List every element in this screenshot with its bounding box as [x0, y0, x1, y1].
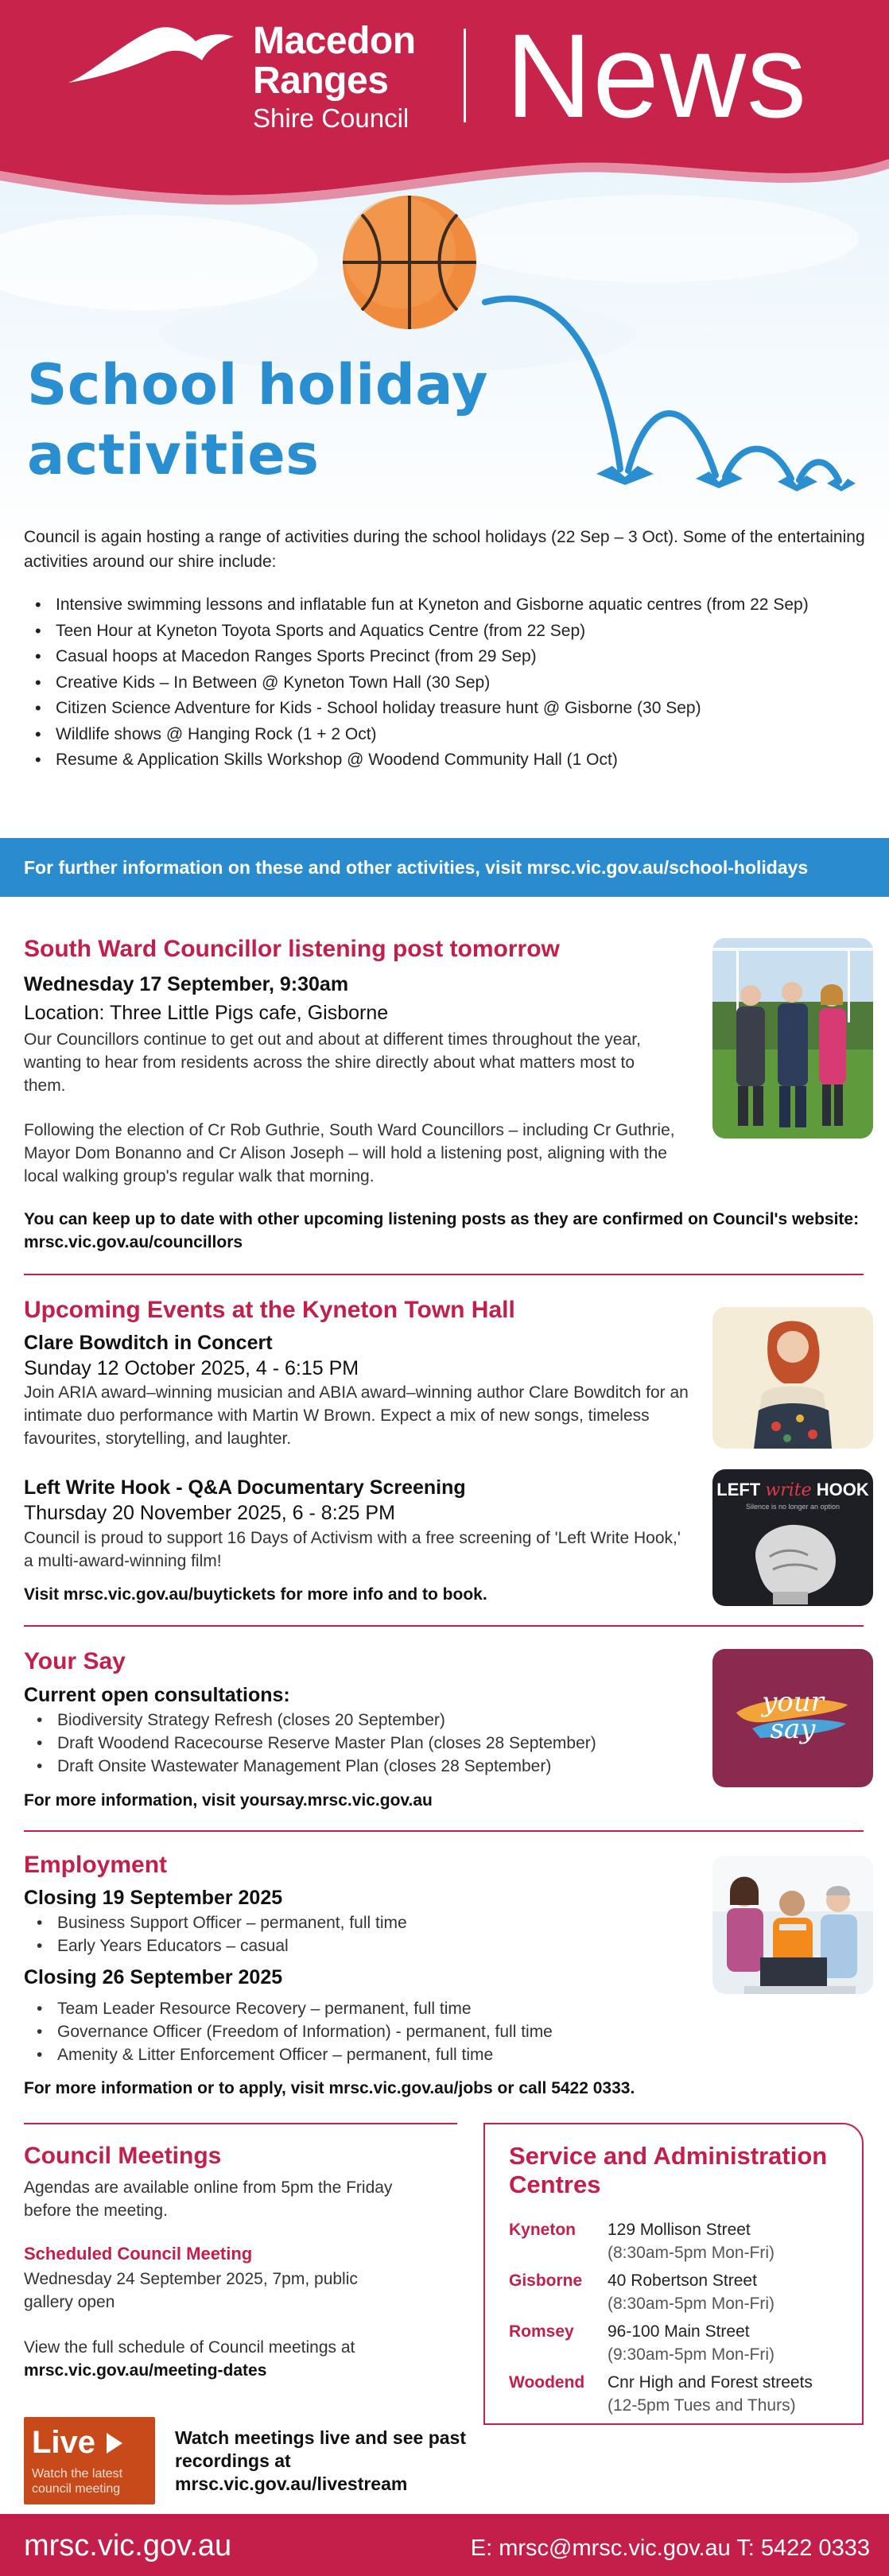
live-label: Live: [32, 2425, 96, 2460]
left-write-hook-poster: [712, 1469, 873, 1606]
list-item: • Creative Kids – In Between @ Kyneton Town Hall (30 Sep): [24, 670, 819, 696]
listening-post-para2: Following the election of Cr Rob Guthrie, South Ward Councillors – including Cr Guthrie, Mayor Dom Bonanno and Cr Alison Joseph – will hold a listening post, aligning with the local walking group's regular walk that morning.: [24, 1121, 675, 1185]
scheduled-meeting-detail: Wednesday 24 September 2025, 7pm, public gallery open: [24, 2270, 358, 2311]
list-item: • Draft Onsite Wastewater Management Plan (closes 28 September): [24, 1755, 708, 1778]
events-booking-cta: Visit mrsc.vic.gov.au/buytickets for more info and to book.: [24, 1585, 487, 1604]
hero-title: [27, 350, 488, 490]
meetings-divider: [24, 2123, 457, 2124]
live-subtext: Watch the latest council meeting: [32, 2467, 123, 2496]
centre-name: Romsey: [509, 2322, 574, 2341]
list-item: • Early Years Educators – casual: [24, 1934, 708, 1957]
news-heading: News: [506, 9, 808, 142]
meeting-dates-link[interactable]: mrsc.vic.gov.au/meeting-dates: [24, 2361, 267, 2380]
schedule-text: View the full schedule of Council meetings at: [24, 2338, 355, 2357]
listening-post-cta: You can keep up to date with other upcoming listening posts as they are confirmed on Council's website: mrsc.vic.gov.au/councillors: [24, 1210, 860, 1251]
centre-address: 40 Robertson Street: [608, 2271, 757, 2290]
poster-word-left: LEFT: [716, 1480, 761, 1499]
holiday-activity-list: [24, 592, 819, 774]
footer-contact: E: mrsc@mrsc.vic.gov.au T: 5422 0333: [470, 2535, 870, 2561]
listening-post-location: Location: Three Little Pigs cafe, Gisborne: [24, 1002, 389, 1024]
closing-date-1: Closing 19 September 2025: [24, 1887, 283, 1909]
centre-hours: (8:30am-5pm Mon-Fri): [608, 2244, 775, 2262]
event1-description: Join ARIA award–winning musician and ABIA award–winning author Clare Bowditch for an intimate duo performance with Martin W Brown. Expect a mix of new songs, timeless favourites, storytelling, and laughter.: [24, 1383, 689, 1448]
centre-address: 96-100 Main Street: [608, 2322, 750, 2341]
office-workers-photo: [712, 1856, 873, 1994]
consultations-subtitle: Current open consultations:: [24, 1684, 290, 1706]
centre-hours: (12-5pm Tues and Thurs): [608, 2396, 796, 2415]
council-logo-icon: [68, 25, 235, 85]
holidays-intro: Council is again hosting a range of activities during the school holidays (22 Sep – 3 Oct). Some of the entertaining activities around our shire include:: [24, 528, 865, 571]
list-item: • Casual hoops at Macedon Ranges Sports Precinct (from 29 Sep): [24, 644, 819, 670]
logo-line-ranges: Ranges: [253, 60, 389, 102]
logo-divider: [464, 29, 466, 122]
your-say-cta: For more information, visit yoursay.mrsc.vic.gov.au: [24, 1791, 433, 1810]
centre-name: Gisborne: [509, 2271, 583, 2290]
logo-line-macedon: Macedon: [253, 20, 416, 62]
list-item: • Team Leader Resource Recovery – permanent, full time: [24, 1997, 708, 2020]
your-say-logo: [712, 1649, 873, 1787]
your-say-logo-line2: say: [770, 1713, 816, 1745]
jobs-list-2: [24, 1997, 708, 2066]
list-item: • Biodiversity Strategy Refresh (closes 20 September): [24, 1709, 708, 1732]
council-logo-text: [253, 22, 416, 131]
footer-website-link[interactable]: mrsc.vic.gov.au: [24, 2529, 232, 2562]
hero-title-line1: School holiday: [27, 352, 489, 417]
centre-name: Kyneton: [509, 2221, 576, 2239]
list-item: • Teen Hour at Kyneton Toyota Sports and Aquatics Centre (from 22 Sep): [24, 619, 819, 645]
poster-word-write: write: [765, 1480, 812, 1500]
list-item: • Intensive swimming lessons and inflatable fun at Kyneton and Gisborne aquatic centres (from 22 Sep): [24, 592, 819, 619]
centre-hours: (8:30am-5pm Mon-Fri): [608, 2295, 775, 2313]
council-meetings-title: Council Meetings: [24, 2143, 222, 2169]
listening-post-title: South Ward Councillor listening post tomorrow: [24, 936, 560, 962]
poster-word-hook: HOOK: [816, 1480, 869, 1499]
listening-post-date: Wednesday 17 September, 9:30am: [24, 973, 349, 995]
employment-cta: For more information or to apply, visit mrsc.vic.gov.au/jobs or call 5422 0333.: [24, 2079, 635, 2097]
centre-address: Cnr High and Forest streets: [608, 2373, 813, 2392]
centre-hours: (9:30am-5pm Mon-Fri): [608, 2345, 775, 2364]
jobs-list-1: [24, 1911, 708, 1957]
footer-bar: [0, 2514, 889, 2576]
bounce-trail-icon: [477, 286, 859, 501]
councillors-photo: [712, 938, 873, 1139]
list-item: • Resume & Application Skills Workshop @ Woodend Community Hall (1 Oct): [24, 747, 819, 774]
event2-description: Council is proud to support 16 Days of Activism with a free screening of 'Left Write Hook,' a multi-award-winning film!: [24, 1529, 681, 1570]
section-divider: [24, 1274, 864, 1275]
hero-title-line2: activities: [27, 422, 320, 487]
clare-bowditch-photo: [712, 1307, 873, 1449]
closing-date-2: Closing 26 September 2025: [24, 1966, 283, 1988]
listening-post-para1: Our Councillors continue to get out and about at different times throughout the year, wanting to hear from residents across the shire directly about what matters most to them.: [24, 1030, 641, 1095]
section-divider: [24, 1830, 864, 1832]
list-item: • Business Support Officer – permanent, full time: [24, 1911, 708, 1934]
boxing-glove-icon: [741, 1517, 844, 1604]
service-centres-title: Service and Administration Centres: [509, 2142, 828, 2198]
poster-title: [712, 1480, 873, 1500]
masthead: [0, 0, 889, 557]
poster-tagline: Silence is no longer an option: [745, 1503, 840, 1511]
list-item: • Draft Woodend Racecourse Reserve Master Plan (closes 28 September): [24, 1732, 708, 1755]
list-item: • Amenity & Litter Enforcement Officer – permanent, full time: [24, 2043, 708, 2066]
school-holidays-info-bar[interactable]: For further information on these and other activities, visit mrsc.vic.gov.au/school-holidays: [0, 838, 889, 897]
service-centres-box: [483, 2123, 864, 2425]
centre-name: Woodend: [509, 2373, 585, 2392]
scheduled-meeting-title: Scheduled Council Meeting: [24, 2244, 253, 2264]
livestream-button[interactable]: [24, 2417, 155, 2504]
section-divider: [24, 1625, 864, 1627]
your-say-logo-line1: your: [762, 1686, 824, 1718]
logo-line-shire-council: Shire Council: [253, 103, 410, 133]
your-say-title: Your Say: [24, 1648, 126, 1674]
agendas-text: Agendas are available online from 5pm the Friday before the meeting.: [24, 2178, 393, 2220]
centre-address: 129 Mollison Street: [608, 2221, 751, 2239]
basketball-icon: [338, 191, 481, 334]
event1-date: Sunday 12 October 2025, 4 - 6:15 PM: [24, 1357, 359, 1379]
list-item: • Wildlife shows @ Hanging Rock (1 + 2 Oct): [24, 722, 819, 748]
livestream-text: Watch meetings live and see past recordings at mrsc.vic.gov.au/livestream: [175, 2427, 466, 2494]
event2-date: Thursday 20 November 2025, 6 - 8:25 PM: [24, 1502, 395, 1524]
event1-title: Clare Bowditch in Concert: [24, 1332, 273, 1354]
list-item: • Governance Officer (Freedom of Information) - permanent, full time: [24, 2020, 708, 2043]
list-item: • Citizen Science Adventure for Kids - School holiday treasure hunt @ Gisborne (30 Sep): [24, 696, 819, 722]
events-title: Upcoming Events at the Kyneton Town Hall: [24, 1297, 515, 1323]
employment-title: Employment: [24, 1852, 168, 1878]
consultations-list: [24, 1709, 708, 1778]
event2-title: Left Write Hook - Q&A Documentary Screening: [24, 1476, 466, 1499]
play-icon: [107, 2433, 122, 2454]
